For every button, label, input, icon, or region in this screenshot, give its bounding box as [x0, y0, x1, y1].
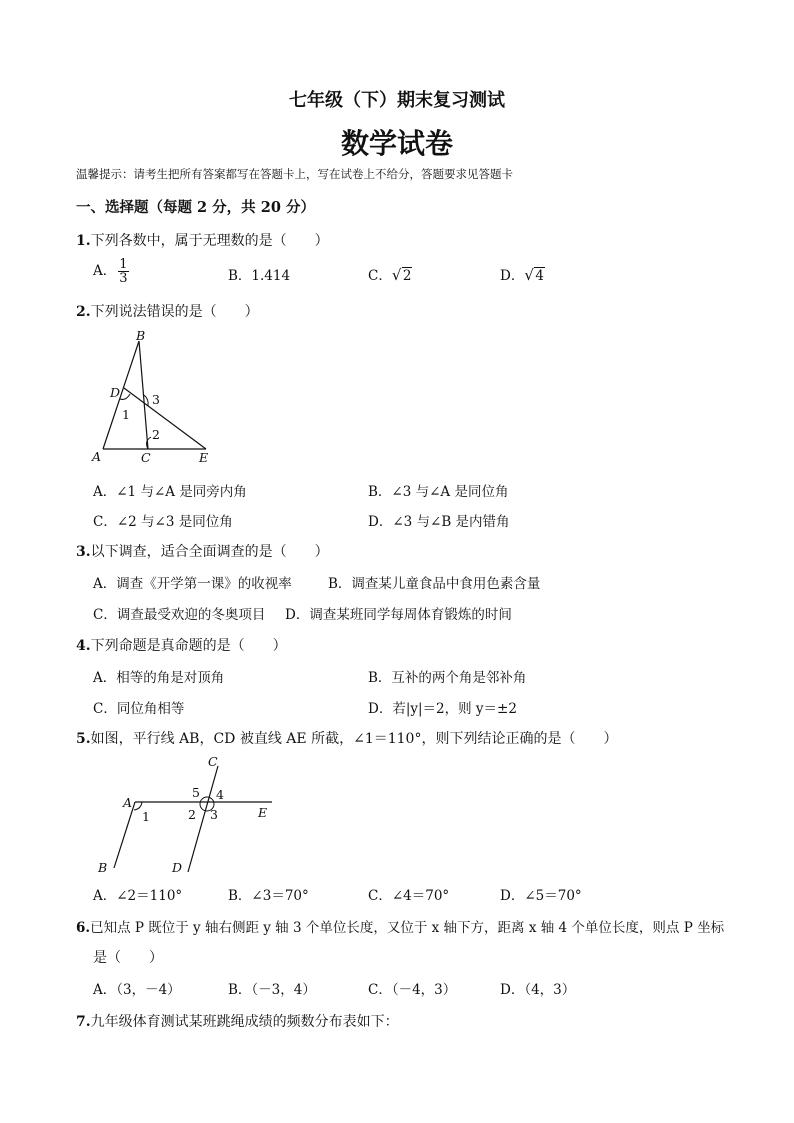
question-2 — [76, 301, 259, 321]
q4-option-c: C．同位角相等 — [93, 701, 185, 717]
label-a: A — [92, 449, 102, 464]
q6-option-a: A．（3，－4） — [93, 982, 181, 998]
exam-title: 数学试卷 — [340, 127, 453, 160]
angle-2-label: 2 — [188, 807, 196, 822]
label-a: A — [123, 795, 133, 810]
square-root: √ 4 — [524, 266, 544, 284]
q5-option-b: B．∠3＝70° — [228, 888, 309, 904]
label-b: B — [98, 860, 108, 875]
question-number: 5. — [76, 731, 91, 747]
question-5 — [76, 728, 617, 748]
line-ab — [114, 802, 135, 868]
question-number: 7. — [76, 1014, 91, 1030]
angle-2-label: 2 — [152, 427, 160, 442]
question-stem: 下列各数中，属于无理数的是（ ） — [90, 233, 329, 249]
exam-notice: 温馨提示：请考生把所有答案都写在答题卡上，写在试卷上不给分，答题要求见答题卡 — [76, 167, 513, 181]
angle-1-label: 1 — [142, 809, 150, 824]
question-number: 3. — [76, 544, 91, 560]
q5-option-c: C．∠4＝70° — [368, 888, 450, 904]
question-stem: 九年级体育测试某班跳绳成绩的频数分布表如下： — [90, 1014, 399, 1030]
q6-option-b: B．（－3，4） — [228, 982, 316, 998]
label-d: D — [110, 385, 121, 400]
question-stem: 下列命题是真命题的是（ ） — [90, 638, 287, 654]
parallel-lines-figure — [92, 750, 282, 878]
triangle-figure — [88, 327, 223, 467]
angle-3-label: 3 — [210, 807, 218, 822]
q6-option-d: D．（4，3） — [500, 982, 576, 998]
label-c: C — [208, 754, 218, 769]
question-1 — [76, 230, 329, 250]
label-b: B — [136, 328, 146, 343]
q1-option-a: A． $\frac{1}{3}$ — [93, 257, 128, 286]
line-bc — [139, 341, 148, 449]
line-de — [124, 388, 206, 449]
question-7 — [76, 1011, 399, 1031]
question-stem: 下列说法错误的是（ ） — [90, 304, 259, 320]
exam-subtitle: 七年级（下）期末复习测试 — [289, 90, 505, 111]
question-3 — [76, 541, 329, 561]
square-root: √ 2 — [391, 266, 412, 284]
question-number: 1. — [76, 233, 91, 249]
q1-option-b: B．1.414 — [228, 268, 291, 284]
q3-option-c: C．调查最受欢迎的冬奥项目 — [93, 607, 266, 623]
q6-option-c: C．（－4，3） — [368, 982, 457, 998]
q3-option-b: B．调查某儿童食品中食用色素含量 — [328, 576, 541, 592]
radical-sign-icon: √ — [391, 266, 402, 284]
q1-option-d: D． √ 4 — [500, 266, 544, 284]
question-number: 4. — [76, 638, 91, 654]
question-4 — [76, 635, 287, 655]
q2-option-a: A．∠1 与∠A 是同旁内角 — [93, 484, 247, 500]
question-number: 2. — [76, 304, 91, 320]
label-e: E — [199, 450, 209, 465]
label-e: E — [258, 805, 268, 820]
q5-option-a: A．∠2＝110° — [93, 888, 183, 904]
q1-option-c: C． √ 2 — [368, 266, 412, 284]
question-stem: 已知点 P 既位于 y 轴右侧距 y 轴 3 个单位长度，又位于 x 轴下方，距离 x 轴 4 个单位长度，则点 P 坐标 — [90, 920, 725, 936]
angle-5-label: 5 — [192, 785, 200, 800]
angle-3-label: 3 — [152, 392, 160, 407]
question-stem: 以下调查，适合全面调查的是（ ） — [90, 544, 329, 560]
q4-option-d: D．若|y|＝2，则 y＝±2 — [368, 701, 517, 717]
angle-4-label: 4 — [216, 787, 224, 802]
q5-option-d: D．∠5＝70° — [500, 888, 582, 904]
q4-option-b: B．互补的两个角是邻补角 — [368, 670, 527, 686]
question-6 — [76, 916, 724, 936]
radical-sign-icon: √ — [524, 266, 534, 284]
q3-option-d: D．调查某班同学每周体育锻炼的时间 — [285, 607, 512, 623]
label-d: D — [172, 860, 183, 875]
question-number: 6. — [76, 920, 91, 936]
fraction: $\frac{1}{3}$ — [119, 257, 128, 286]
section-heading: 一、选择题（每题 2 分，共 20 分） — [76, 199, 315, 216]
q3-option-a: A．调查《开学第一课》的收视率 — [93, 576, 292, 592]
question-stem: 如图，平行线 AB，CD 被直线 AE 所截，∠1＝110°，则下列结论正确的是（ ） — [90, 731, 618, 747]
q2-option-c: C．∠2 与∠3 是同位角 — [93, 514, 233, 530]
q2-option-b: B．∠3 与∠A 是同位角 — [368, 484, 509, 500]
label-c: C — [141, 450, 151, 465]
q2-option-d: D．∠3 与∠B 是内错角 — [368, 514, 510, 530]
question-6-continued: 是（ ） — [93, 950, 163, 966]
q4-option-a: A．相等的角是对顶角 — [93, 670, 225, 686]
angle-1-label: 1 — [122, 407, 130, 422]
